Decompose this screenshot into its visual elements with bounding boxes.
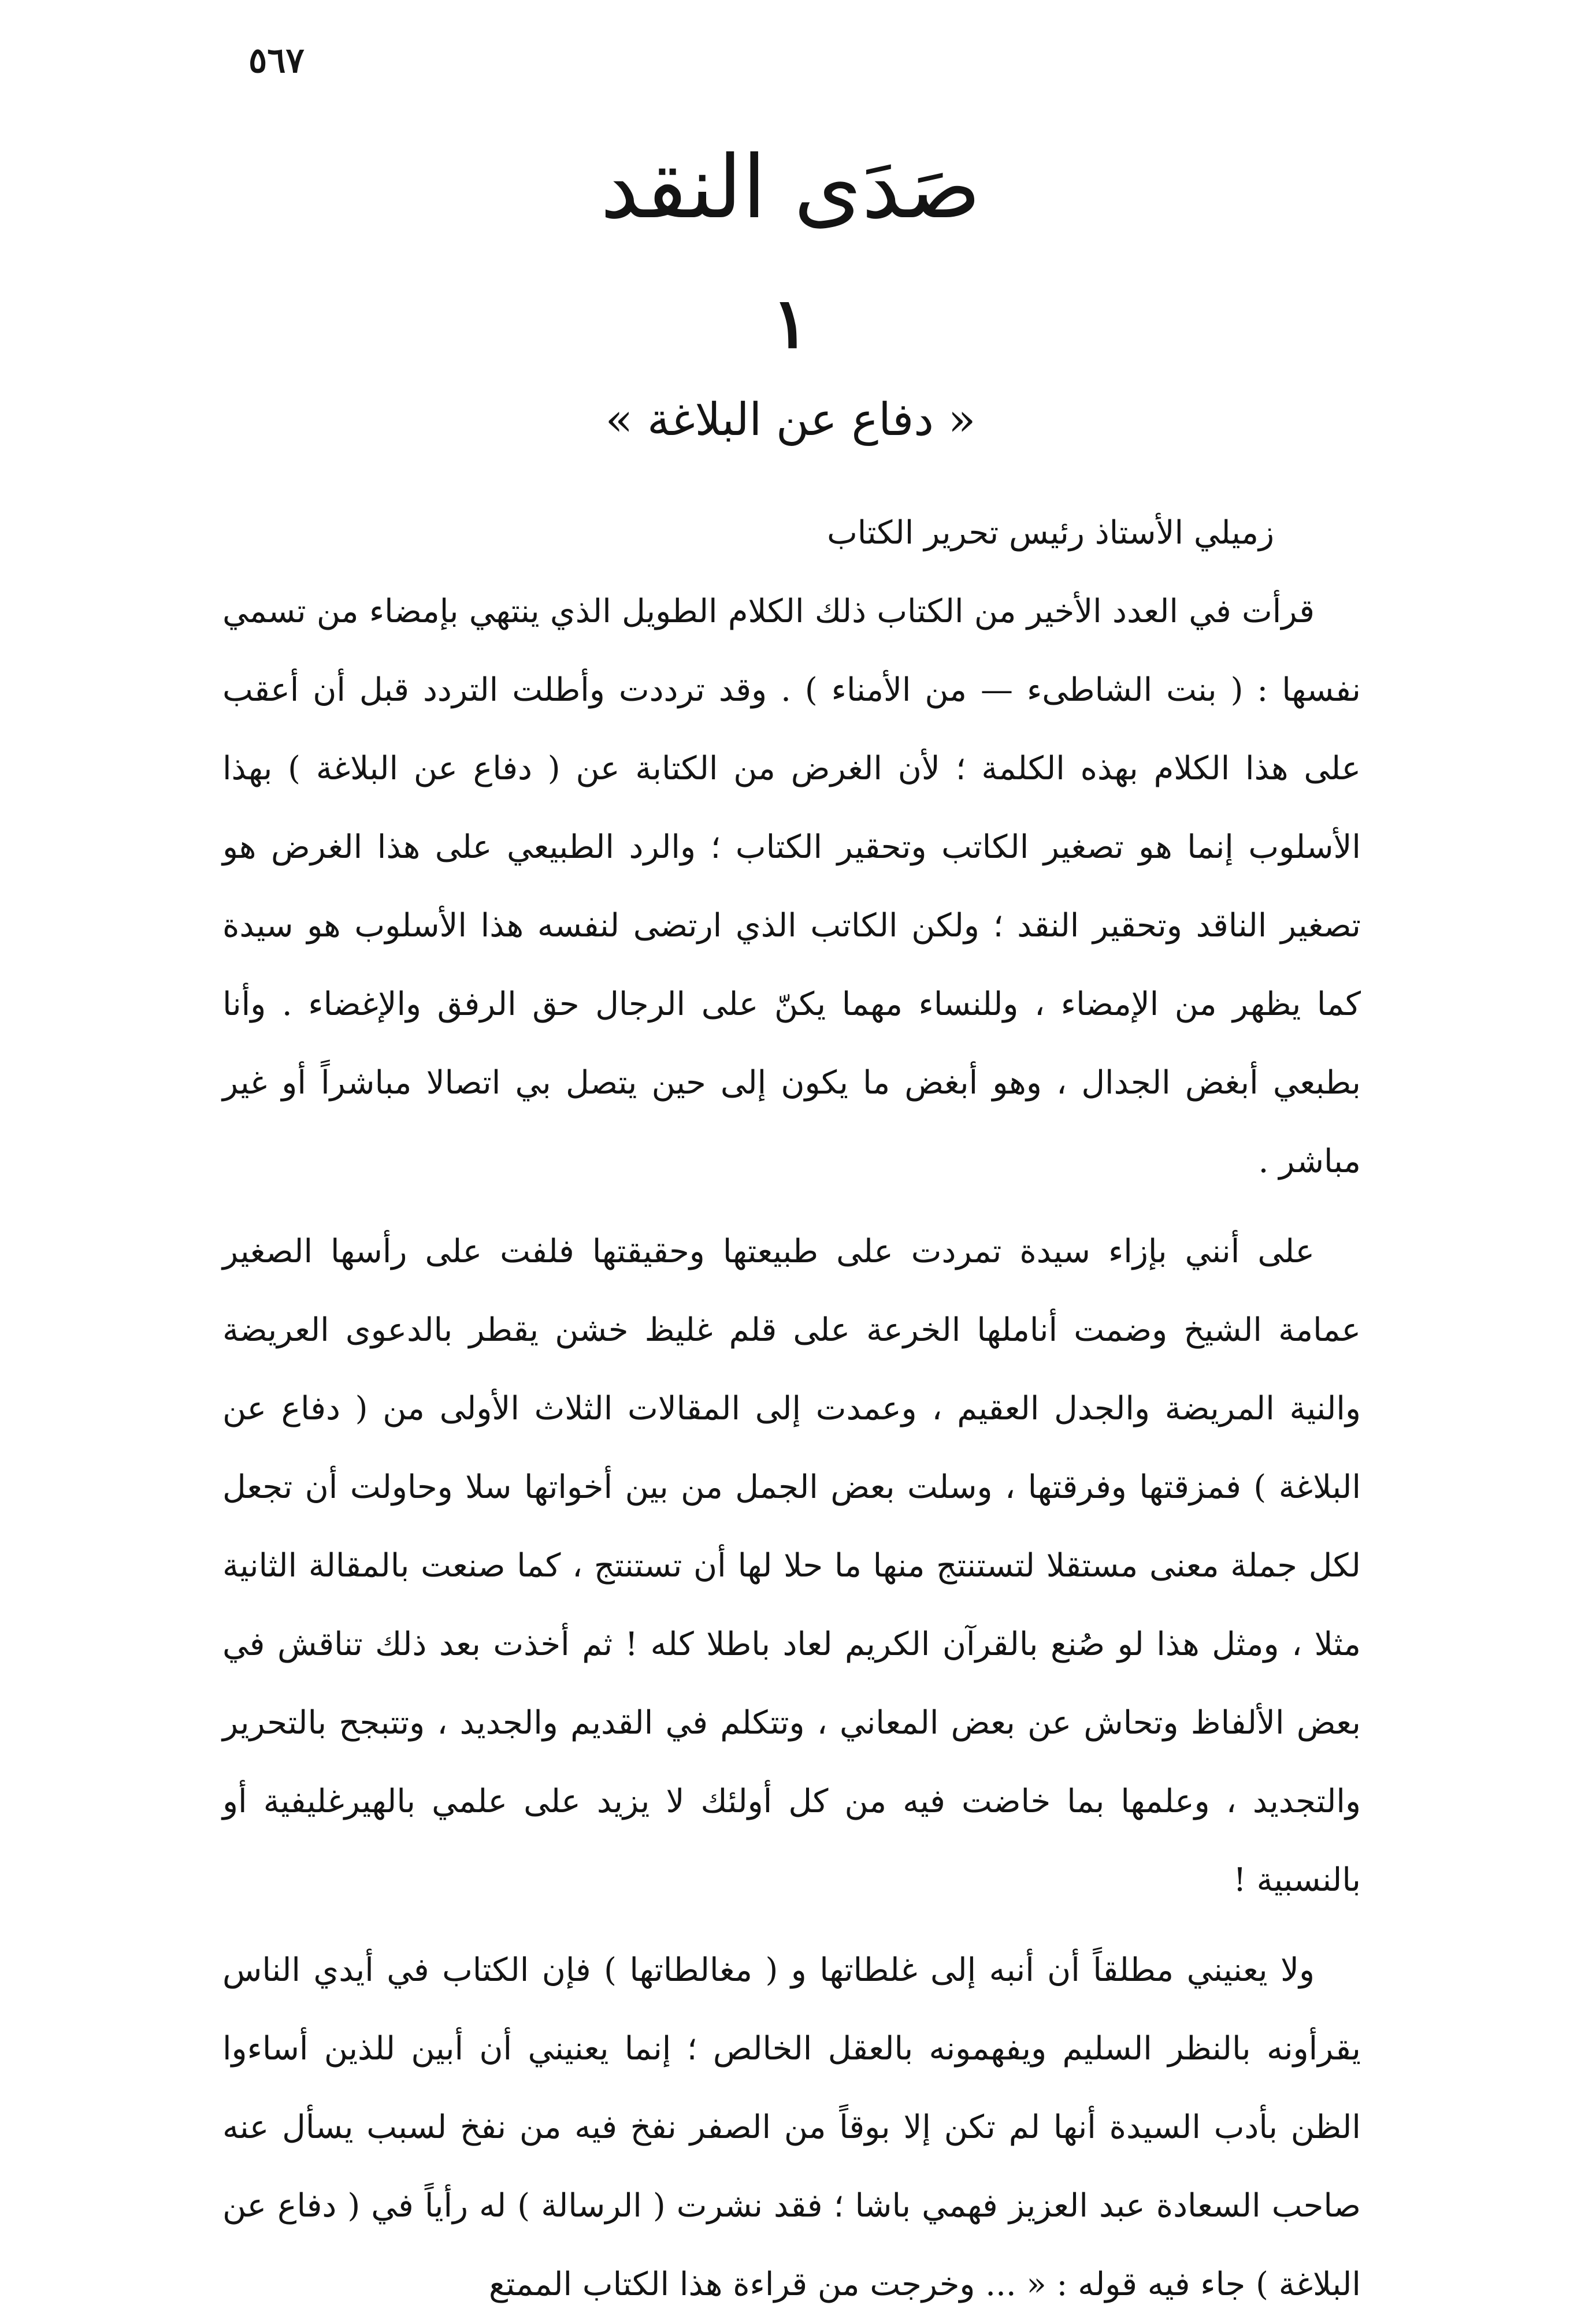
paragraph-1: قرأت في العدد الأخير من الكتاب ذلك الكلام الطويل الذي ينتهي بإمضاء من تسمي نفسها : ( بنت الشاطىء — من الأمناء ) . وقد ترددت وأطلت التردد قبل أن أعقب على هذا الكلام بهذه الكلمة ؛ لأن الغرض من الكتابة عن ( دفاع عن البلاغة ) بهذا الأسلوب إنما هو تصغير الكاتب وتحقير الكتاب ؛ والرد الطبيعي على هذا الغرض هو تصغير الناقد وتحقير النقد ؛ ولكن الكاتب الذي ارتضى لنفسه هذا الأسلوب هو سيدة كما يظهر من الإمضاء ، وللنساء مهما يكنّ على الرجال حق الرفق والإغضاء . وأنا بطبعي أبغض الجدال ، وهو أبغض ما يكون إلى حين يتصل بي اتصالا مباشراً أو غير مباشر . <box>222 593 1361 1180</box>
salutation: زميلي الأستاذ رئيس تحرير الكتاب <box>827 514 1274 552</box>
section-number: ١ <box>771 282 810 364</box>
page-number: ٥٦٧ <box>248 40 305 81</box>
article-body <box>222 494 1361 2324</box>
paragraph-3: ولا يعنيني مطلقاً أن أنبه إلى غلطاتها و ( مغالطاتها ) فإن الكتاب في أيدي الناس يقرأونه بالنظر السليم ويفهمونه بالعقل الخالص ؛ إنما يعنيني أن أبين للذين أساءوا الظن بأدب السيدة أنها لم تكن إلا بوقاً من الصفر نفخ فيه من نفخ لسبب يسأل عنه صاحب السعادة عبد العزيز فهمي باشا ؛ فقد نشرت ( الرسالة ) له رأياً في ( دفاع عن البلاغة ) جاء فيه قوله : « ... وخرجت من قراءة هذا الكتاب الممتع <box>222 1951 1361 2303</box>
article-subtitle: « دفاع عن البلاغة » <box>605 394 976 446</box>
article-title: صَدَى النقد <box>600 137 981 238</box>
paragraph-2: على أنني بإزاء سيدة تمردت على طبيعتها وحقيقتها فلفت على رأسها الصغير عمامة الشيخ وضمت أناملها الخرعة على قلم غليظ خشن يقطر بالدعوى العريضة والنية المريضة والجدل العقيم ، وعمدت إلى المقالات الثلاث الأولى من ( دفاع عن البلاغة ) فمزقتها وفرقتها ، وسلت بعض الجمل من بين أخواتها سلا وحاولت أن تجعل لكل جملة معنى مستقلا لتستنتج منها ما حلا لها أن تستنتج ، كما صنعت بالمقالة الثانية مثلا ، ومثل هذا لو صُنع بالقرآن الكريم لعاد باطلا كله ! ثم أخذت بعد ذلك تناقش في بعض الألفاظ وتحاش عن بعض المعاني ، وتتكلم في القديم والجديد ، وتتبجح بالتحرير والتجديد ، وعلمها بما خاضت فيه من كل أولئك لا يزيد على علمي بالهيرغليفية أو بالنسبية ! <box>222 1233 1361 1899</box>
